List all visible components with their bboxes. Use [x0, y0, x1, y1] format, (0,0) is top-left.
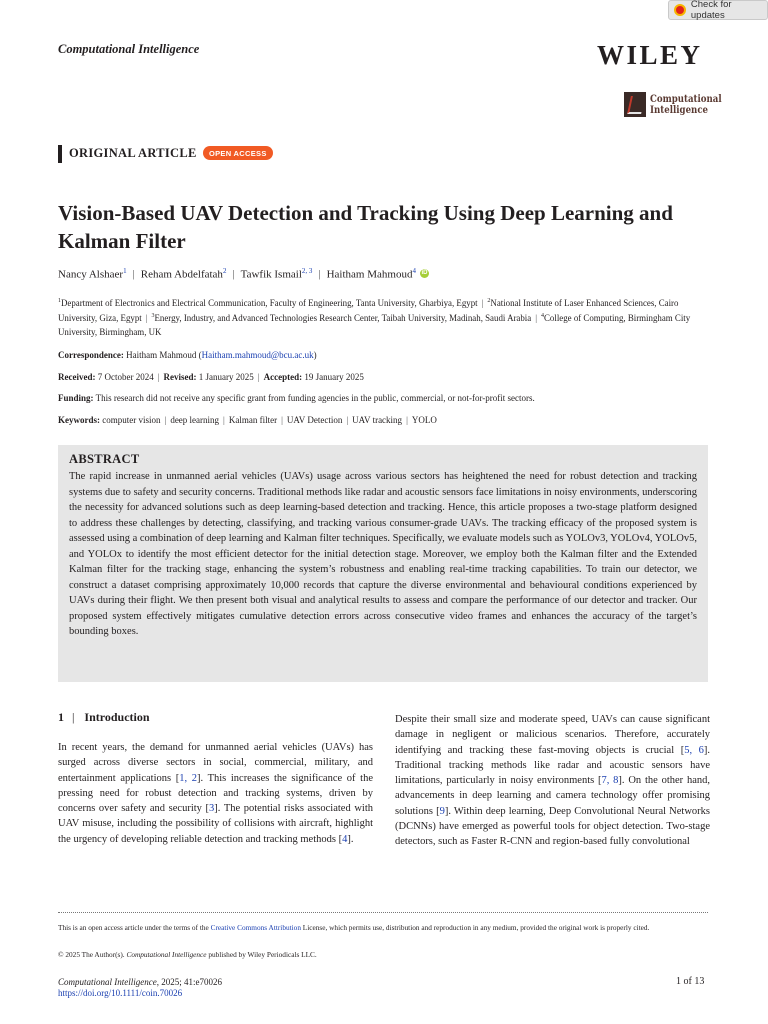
correspondence-email-link[interactable]: Haitham.mahmoud@bcu.ac.uk	[201, 350, 314, 360]
keyword[interactable]: computer vision	[102, 415, 161, 425]
abstract-text: The rapid increase in unmanned aerial vehicles (UAVs) usage across various sectors has heightened the need for robust detection and tracking systems due to safety and security concerns. Traditional methods like radar and acoustic sensors face limitations in noisy environments, underscoring the necessity for advanced solutions such as deep learning-based detection and tracking. Hence, this article proposes a two-stage platform designed to address these challenges by detecting, classifying, and tracking various consumer-grade UAVs. The tracking efficacy of the proposed system is assessed using a combination of deep learning and Kalman filter techniques. Specifically, we evaluate models such as YOLOv3, YOLOv4, YOLOv5, and YOLOx to identify the most efficient detector for the initial detection stage. Moreover, we employ both the Kalman filter and the Extended Kalman filter for the tracking stage, enhancing the system’s robustness and enabling real-time tracking capabilities. To train our detector, we construct a dataset comprising approximately 10,000 records that capture the diverse environmental and behavioural conditions experienced by UAVs during their flight. We then present both visual and analytical results to assess and compare the performance of our detector and tracker. Our proposed system effectively mitigates cumulative detection errors across consecutive video frames and enhances the accuracy of the target’s bounding boxes.	[69, 471, 697, 637]
section-divider: |	[72, 710, 75, 724]
license-note: This is an open access article under the terms of the Creative Commons Attribution License, which permits use, distribution and reproduction in any medium, provided the original work is properly cited.	[58, 923, 650, 932]
check-for-updates-button[interactable]	[668, 0, 768, 20]
body-text: ]. On the other hand, advancements in deep learning and camera technology offer promising solutions [	[395, 775, 710, 817]
funding-statement: Funding: This research did not receive any specific grant from funding agencies in the public, commercial, or not-for-profit sectors.	[58, 393, 535, 403]
keyword[interactable]: Kalman filter	[228, 415, 278, 425]
section-title: Introduction	[84, 710, 150, 724]
orcid-icon[interactable]: iD	[421, 270, 428, 277]
citation-link[interactable]: 7, 8	[601, 775, 619, 787]
open-access-badge: OPEN ACCESS	[203, 146, 273, 160]
citation-link[interactable]: 9	[439, 805, 445, 817]
author-separator: |	[232, 267, 235, 280]
article-dates: Received: 7 October 2024 | Revised: 1 January 2025 | Accepted: 19 January 2025	[58, 372, 364, 382]
section-heading	[58, 710, 150, 725]
author-name[interactable]: Tawfik Ismail$^{2, 3}$	[240, 267, 313, 281]
correspondence: Correspondence: Haitham Mahmoud (Haitham.mahmoud@bcu.ac.uk)	[58, 350, 317, 360]
affiliation-2: National Institute of Laser Enhanced Sciences, Cairo University, Giza, Egypt	[58, 297, 679, 324]
author-separator: |	[318, 267, 321, 280]
check-for-updates-label: Check for updates	[690, 0, 732, 21]
keywords: Keywords: computer vision | deep learning | Kalman filter | UAV Detection | UAV tracking | YOLO	[58, 415, 437, 425]
citation-link[interactable]: 1, 2	[179, 772, 197, 784]
keyword[interactable]: UAV tracking	[352, 415, 403, 425]
received-date: 7 October 2024	[97, 372, 154, 382]
body-text: ]. The potential risks associated with UAV misuse, including the possibility of collisions with aircraft, highlight the urgency of developing reliable detection and tracking methods [	[58, 803, 373, 845]
body-text: ]. Within deep learning, Deep Convolutional Neural Networks (DCNNs) have emerged as powerful tools for object detection. Two-stage detectors, such as Faster R-CNN and region-based fully convolutional	[395, 805, 711, 848]
affiliation-1: Department of Electronics and Electrical Communication, Faculty of Engineering, Tanta University, Gharbiya, Egypt	[61, 297, 478, 308]
body-text: ]. This increases the significance of the pressing need for robust detection and tracking systems, driven by concerns over safety and security [	[58, 772, 373, 815]
journal-logo-text: Computational Intelligence	[650, 92, 722, 116]
revised-date: 1 January 2025	[198, 372, 254, 382]
doi-link[interactable]: https://doi.org/10.1111/coin.70026	[58, 988, 183, 998]
journal-name: Computational Intelligence	[58, 42, 200, 56]
citation-link[interactable]: 3	[209, 803, 215, 815]
abstract-box	[58, 445, 708, 682]
abstract-heading: ABSTRACT	[69, 452, 140, 466]
article-type: ORIGINAL ARTICLE	[69, 146, 197, 160]
affiliations: $^1$Department of Electronics and Electrical Communication, Faculty of Engineering, Tanta University, Gharbiya, Egypt | $^2$National Institute of Laser Enhanced Sciences, Cairo University, Giza, Egypt | $^3$Energy, Industry, and Advanced Technologies Research Center, Taibah University, Madinah, Saudi Arabia | $^4$College of Computing, Birmingham City University, Birmingham, UK	[58, 297, 691, 337]
keyword[interactable]: UAV Detection	[286, 415, 343, 425]
body-column-right	[395, 712, 710, 850]
page-number: 1 of 13	[676, 976, 705, 987]
crossmark-icon	[674, 4, 686, 16]
journal-citation: Computational Intelligence, 2025; 41:e70026 https://doi.org/10.1111/coin.70026	[58, 977, 222, 998]
body-text: ].	[347, 833, 354, 845]
body-text: ]. Traditional tracking methods like radar and acoustic sensors have limitations, particularly in noisy environments [	[395, 744, 711, 787]
footer-divider	[58, 912, 708, 913]
author-name[interactable]: Reham Abdelfatah$^2$	[140, 267, 227, 281]
author-name[interactable]: Haitham Mahmoud$^4$	[326, 267, 416, 281]
section-number: 1	[58, 710, 64, 724]
citation-link[interactable]: 5, 6	[684, 744, 704, 756]
cc-license-link[interactable]: Creative Commons Attribution	[210, 923, 301, 932]
journal-logo-icon	[624, 92, 646, 117]
affiliation-4: College of Computing, Birmingham City University, Birmingham, UK	[58, 313, 691, 337]
body-text: Despite their small size and moderate speed, UAVs can cause significant damage in negligent or malicious scenarios. Therefore, accurately identifying and tracking these fast-moving objects is crucial [	[395, 714, 710, 756]
paper-title: Vision-Based UAV Detection and Tracking Using Deep Learning and Kalman Filter	[58, 201, 673, 253]
author-separator: |	[132, 267, 135, 280]
journal-logo[interactable]	[624, 92, 722, 117]
copyright: © 2025 The Author(s). Computational Intelligence published by Wiley Periodicals LLC.	[58, 950, 317, 959]
body-text: In recent years, the demand for unmanned aerial vehicles (UAVs) has surged across diverse sectors in social, commercial, military, and entertainment applications [	[58, 742, 373, 784]
accepted-date: 19 January 2025	[304, 372, 364, 382]
body-column-left	[58, 740, 373, 847]
author-name[interactable]: Nancy Alshaer$^1$	[58, 267, 127, 281]
citation-link[interactable]: 4	[342, 833, 348, 845]
keyword[interactable]: YOLO	[411, 415, 437, 425]
author-list	[58, 267, 429, 281]
publisher-logo[interactable]: WILEY	[597, 40, 703, 70]
article-type-bar	[58, 145, 62, 163]
affiliation-3: Energy, Industry, and Advanced Technologies Research Center, Taibah University, Madinah, Saudi Arabia	[154, 313, 532, 324]
keyword[interactable]: deep learning	[170, 415, 220, 425]
